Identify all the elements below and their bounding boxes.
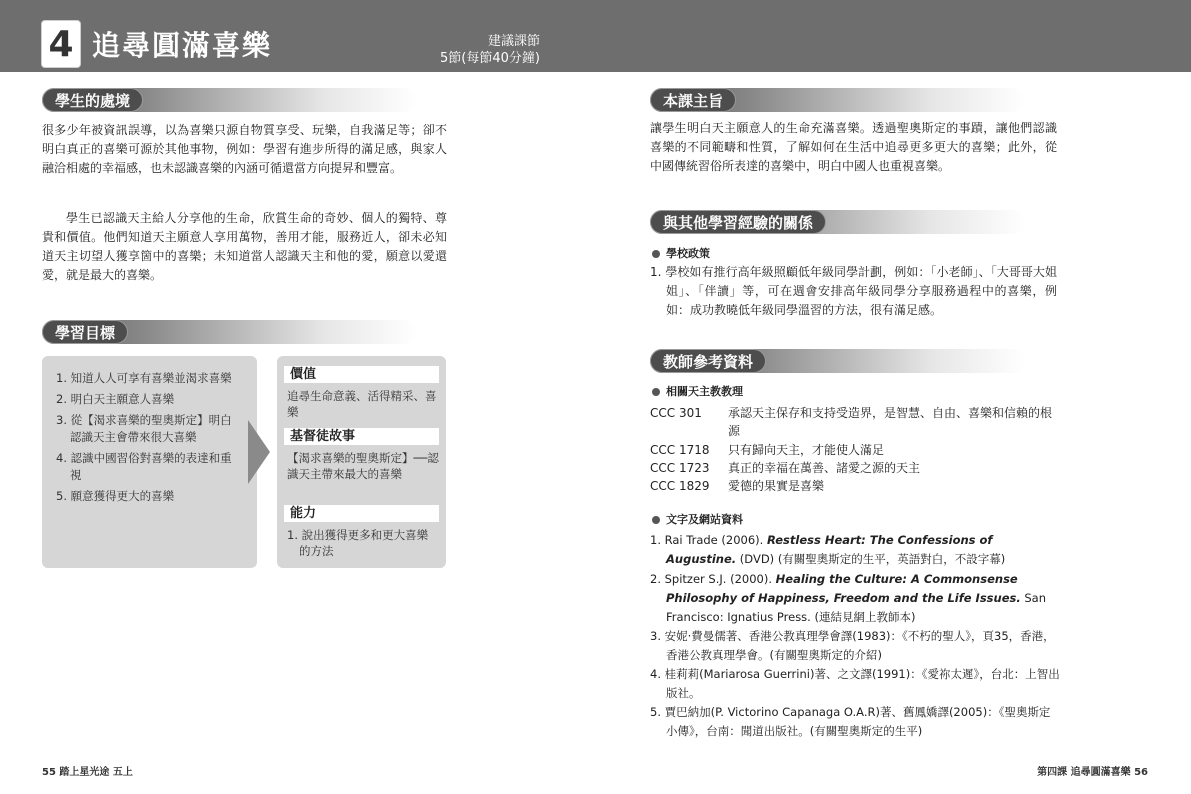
section-heading-objectives: 學習目標 [42, 320, 128, 344]
footer-left: 55 踏上星光途 五上 [42, 767, 133, 778]
ability-heading: 能力 [284, 505, 439, 522]
aim-paragraph: 讓學生明白天主願意人的生命充滿喜樂。透過聖奧斯定的事蹟，讓他們認識喜樂的不同範疇和性質，了解如何在生活中追尋更多更大的喜樂；此外，從中國傳統習俗所表達的喜樂中，明白中國人也重視喜樂。 [650, 121, 1057, 173]
refs-subheading: 文字及網站資料 [652, 511, 743, 527]
lesson-number-badge: 4 [42, 21, 80, 67]
schedule-label: 建議課節 [487, 34, 540, 49]
situation-paragraph-1: 很多少年被資訊誤導，以為喜樂只源自物質享受、玩樂，自我滿足等；卻不明白真正的喜樂可源於其他事物，例如：學習有進步所得的滿足感，與家人融洽相處的幸福感，也未認識喜樂的內涵可循還當方向提昇和豐富。 [42, 123, 447, 175]
footer-right: 第四課 追尋圓滿喜樂 56 [1037, 767, 1148, 778]
ccc-text: 真正的幸福在萬善、諸愛之源的天主 [728, 461, 921, 475]
section-heading-relation: 與其他學習經驗的關係 [650, 210, 826, 234]
goal-item: 4. 認識中國習俗對喜樂的表達和重視 [56, 451, 232, 482]
ccc-text: 只有歸向天主，才能使人滿足 [728, 443, 885, 457]
schedule-value: 5節(每節40分鐘) [440, 51, 540, 66]
reference-item: 2. Spitzer S.J. (2000). Healing the Culture: A Commonsense Philosophy of Happiness, Freedom and the Life Issues. San Francisco: Ignatius Press. (連結見網上教師本) [650, 572, 1047, 624]
goal-item: 2. 明白天主願意人喜樂 [56, 392, 175, 406]
lesson-title: 追尋圓滿喜樂 [92, 29, 273, 62]
reference-item: 4. 桂莉莉(Mariarosa Guerrini)著、之文譯(1991)：《愛祢太遲》，台北：上智出版社。 [650, 667, 1060, 700]
goal-item: 3. 從【渴求喜樂的聖奧斯定】明白認識天主會帶來很大喜樂 [56, 413, 232, 444]
reference-item: 5. 賈巴納加(P. Victorino Capanaga O.A.R)著、舊鳳嬌譯(2005)：《聖奧斯定小傳》，台南：聞道出版社。(有關聖奧斯定的生平) [650, 705, 1051, 738]
section-bar-objectives [42, 320, 417, 344]
ccc-text: 愛德的果實是喜樂 [728, 479, 825, 493]
values-heading: 價值 [284, 366, 439, 383]
story-heading: 基督徒故事 [284, 428, 439, 445]
goal-item: 1. 知道人人可享有喜樂並渴求喜樂 [56, 371, 232, 385]
relation-item: 1. 學校如有推行高年級照顧低年級同學計劃，例如：「小老師」、「大哥哥大姐姐」、「伴讀」等，可在週會安排高年級同學分享服務過程中的喜樂，例如：成功教曉低年級同學溫習的方法，很有滿足感。 [650, 265, 1057, 317]
section-bar-aim [650, 88, 1025, 112]
story-text: 【渴求喜樂的聖奧斯定】──認識天主帶來最大的喜樂 [287, 451, 439, 481]
section-bar-relation [650, 210, 1025, 234]
relation-subheading: 學校政策 [652, 245, 710, 261]
ability-text: 1. 說出獲得更多和更大喜樂的方法 [287, 528, 429, 558]
goal-item: 5. 願意獲得更大的喜樂 [56, 489, 175, 503]
ccc-code: CCC 1723 [650, 461, 710, 475]
values-panel [277, 356, 446, 568]
values-text: 追尋生命意義、活得精采、喜樂 [287, 389, 437, 419]
ccc-text: 承認天主保存和支持受造界，是智慧、自由、喜樂和信賴的根源 [728, 406, 1053, 438]
ccc-subheading: 相關天主教教理 [652, 383, 743, 399]
arrow-right-icon [248, 420, 270, 484]
section-heading-teacher: 教師參考資料 [650, 349, 766, 373]
reference-item: 3. 安妮‧費曼儒著、香港公教真理學會譯(1983)：《不朽的聖人》，頁35，香港，香港公教真理學會。(有關聖奧斯定的介紹) [650, 629, 1055, 662]
ccc-code: CCC 301 [650, 406, 702, 420]
situation-paragraph-2: 學生已認識天主給人分享他的生命，欣賞生命的奇妙、個人的獨特、尊貴和價值。他們知道天主願意人享用萬物，善用才能，服務近人，卻未必知道天主切望人獲享箇中的喜樂；未知道當人認識天主和他的愛，願意以愛還愛，就是最大的喜樂。 [42, 211, 447, 282]
goals-list [56, 370, 242, 509]
ccc-code: CCC 1718 [650, 443, 710, 457]
goals-panel [42, 356, 257, 568]
section-heading-situation: 學生的處境 [42, 88, 143, 112]
reference-item: 1. Rai Trade (2006). Restless Heart: The Confessions of Augustine. (DVD) (有關聖奧斯定的生平，英語對白，不設字幕) [650, 533, 1006, 566]
section-bar-teacher [650, 349, 1025, 373]
section-heading-aim: 本課主旨 [650, 88, 736, 112]
section-bar-situation [42, 88, 417, 112]
ccc-code: CCC 1829 [650, 479, 710, 493]
